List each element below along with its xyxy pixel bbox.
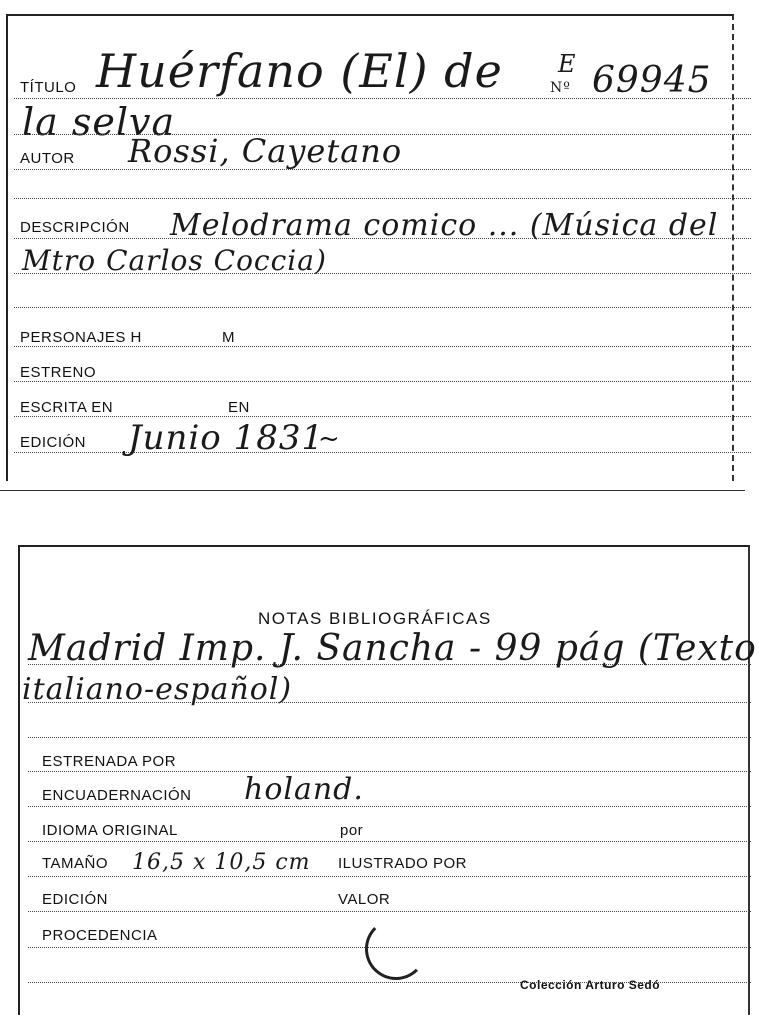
descripcion-line-2	[14, 273, 751, 274]
tamano-line	[28, 876, 751, 877]
edicion-bottom-line	[28, 911, 751, 912]
edicion-label: EDICIÓN	[20, 434, 87, 451]
procedencia-label: PROCEDENCIA	[42, 927, 158, 944]
idioma-original-label: IDIOMA ORIGINAL	[42, 822, 178, 839]
descripcion-handwritten-line1: Melodrama comico ... (Música del	[170, 208, 719, 243]
descripcion-handwritten-line2: Mtro Carlos Coccia)	[22, 244, 327, 277]
card-divider	[0, 490, 745, 491]
idioma-line	[28, 841, 751, 842]
titulo-label: TÍTULO	[20, 79, 77, 96]
handwritten-flourish: ~	[318, 424, 340, 454]
numero-label: Nº	[550, 80, 571, 96]
tamano-handwritten: 16,5 x 10,5 cm	[132, 850, 311, 875]
estrenada-line	[28, 771, 751, 772]
descripcion-label: DESCRIPCIÓN	[20, 219, 130, 236]
notas-bibliograficas-title: NOTAS BIBLIOGRÁFICAS	[258, 609, 492, 628]
autor-label: AUTOR	[20, 150, 75, 167]
notas-handwritten-line1: Madrid Imp. J. Sancha - 99 pág (Texto	[28, 628, 757, 669]
encuadernacion-handwritten: holand.	[244, 772, 364, 807]
edicion-line	[14, 452, 751, 453]
personajes-line	[14, 346, 751, 347]
estrenada-por-label: ESTRENADA POR	[42, 753, 177, 770]
autor-handwritten: Rossi, Cayetano	[128, 132, 403, 170]
blank-line	[14, 198, 751, 199]
circular-stamp-mark	[365, 918, 427, 980]
descripcion-line-3	[14, 307, 751, 308]
edicion-handwritten: Junio 1831	[128, 418, 325, 458]
valor-label: VALOR	[338, 891, 391, 908]
ilustrado-por-label: ILUSTRADO POR	[338, 855, 468, 872]
coleccion-footer: Colección Arturo Sedó	[520, 978, 661, 992]
por-label: por	[340, 822, 364, 839]
tamano-label: TAMAÑO	[42, 855, 109, 872]
encuadernacion-line	[28, 806, 751, 807]
edicion-bottom-label: EDICIÓN	[42, 891, 109, 908]
numero-value: 69945	[592, 60, 712, 101]
titulo-handwritten-line2: la selva	[22, 100, 176, 144]
notas-line-2	[28, 702, 751, 703]
estreno-label: ESTRENO	[20, 364, 97, 381]
escrita-en-label: ESCRITA EN	[20, 399, 114, 416]
notas-line-3	[28, 737, 751, 738]
encuadernacion-label: ENCUADERNACIÓN	[42, 787, 192, 804]
numero-prefix: E	[558, 50, 577, 78]
estreno-line	[14, 381, 751, 382]
en-label: EN	[228, 399, 250, 416]
personajes-label: PERSONAJES H	[20, 329, 142, 346]
notas-handwritten-line2: italiano-español)	[22, 672, 293, 707]
escrita-line	[14, 416, 751, 417]
titulo-handwritten-line1: Huérfano (El) de	[96, 44, 503, 98]
personajes-m-label: M	[222, 329, 235, 346]
